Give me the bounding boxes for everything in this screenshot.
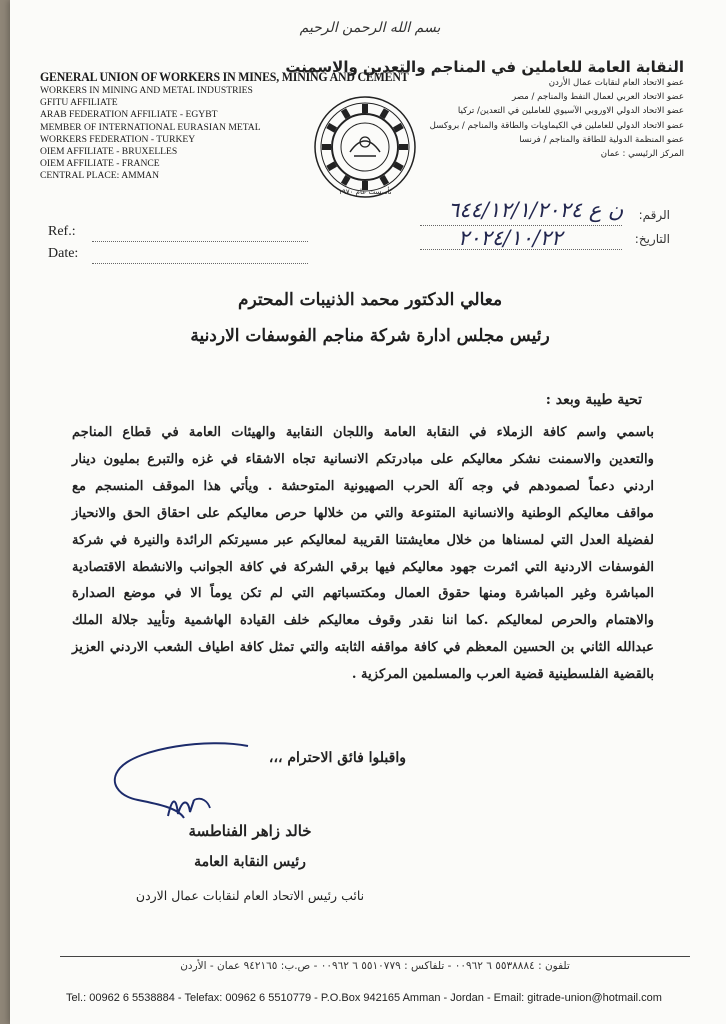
body-line: لفضيلة العدل التي لمسناها من خلال معايشتنا القريبة لمعاليكم عبر مسيرتكم الرائدة والنيرة في شركة [72,532,654,548]
ar-date-label: التاريخ: [634,232,670,246]
letterhead-line-ar: عضو المنظمة الدولية للطاقة والمناجم / فرنسا [519,134,684,145]
footer-contact-ar: تلفون : ٥٥٣٨٨٨٤ ٦ ٠٠٩٦٢ - تلفاكس : ٥٥١٠٧٧٩ ٦ ٠٠٩٦٢ - ص.ب: ٩٤٢١٦٥ عمان - الأردن [180,960,570,972]
basmala-calligraphy: بسم الله الرحمن الرحيم [299,20,441,36]
letterhead-line-en: GFITU AFFILIATE [40,97,118,109]
union-logo-icon [310,92,420,202]
letterhead-line-en: OIEM AFFILIATE - BRUXELLES [40,146,178,158]
union-name-ar: النقابة العامة للعاملين في المناجم والتعدين والاسمنت [285,58,684,76]
english-letterhead [40,70,409,183]
date-field [48,246,308,270]
footer-divider [60,956,690,957]
signatory-secondary-role: نائب رئيس الاتحاد العام لنقابات عمال الاردن [135,888,365,903]
greeting: تحية طيبة وبعد : [545,392,642,408]
body-line: باسمي واسم كافة الزملاء في النقابة العامة واللجان النقابية والهيئات العامة في قطاع المناجم [72,425,654,440]
union-name-en: GENERAL UNION OF WORKERS IN MINES, MINING AND CEMENT [40,70,409,84]
closing-phrase: واقبلوا فائق الاحترام ،،، [268,750,406,766]
letterhead-line-ar: عضو الاتحاد الدولي الاوروبي الآسيوي للعاملين في التعدين/ تركيا [457,106,684,117]
handwritten-date: ٢٠٢٤/١٠/٢٢ [458,226,563,250]
body-line: بالقضية الفلسطينية قضية العرب والمسلمين المركزية . [351,667,654,683]
letterhead-line-ar: المركز الرئيسي : عمان [600,149,684,160]
letterhead-line-en: WORKERS FEDERATION - TURKEY [40,133,196,145]
recipient-title: رئيس مجلس ادارة شركة مناجم الفوسفات الاردنية [190,326,550,346]
footer-contact-en: Tel.: 00962 6 5538884 - Telefax: 00962 6 5510779 - P.O.Box 942165 Amman - Jordan - Email: gitrade-union@hotmail.com [66,992,662,1004]
letterhead-line-en: ARAB FEDERATION AFFILIATE - EGYBT [40,109,218,121]
letterhead-line-ar: عضو الاتحاد الدولي للعاملين في الكيماويات والطاقة والمناجم / بروكسل [429,120,684,131]
ref-label: Ref.: [48,224,76,239]
date-label: Date: [48,246,79,261]
logo-founding-year: تأسست عام ١٩٧٠ [338,188,392,196]
handwritten-ref-number: ن ع ٦٤٤/١٢/١/٢٠٢٤ [448,198,624,222]
body-line: اردني دعماً لصمودهم في وجه آلة الحرب الصهيونية المتوحشة . ويأتي هذا الموقف المنسجم مع [72,478,654,494]
letterhead-line-en: WORKERS IN MINING AND METAL INDUSTRIES [40,85,253,96]
body-line: الفوسفات الاردنية التي اثمرت جهود معاليكم فيها برقي الشركة في كافة الجوانب والانشطة الاقتصادية [72,559,654,575]
ar-ref-label: الرقم: [638,208,670,222]
letterhead-line-ar: عضو الاتحاد العام لنقابات عمال الأردن [548,78,684,88]
body-line: والاهتمام والحرص لمعاليكم .كما اننا نقدر وقوف معاليكم خلف القيادة الهاشمية وتأييد جلالة الملك [72,613,654,629]
letterhead-line-en: MEMBER OF INTERNATIONAL EURASIAN METAL [40,121,261,133]
body-line: عبدالله الثاني بن الحسين المعظم في كافة مواقفه الثابته والتي تمثل كافة اطياف الشعب الاردني العزيز [72,640,654,656]
arabic-letterhead [285,58,684,161]
letterhead-line-en: OIEM AFFILIATE - FRANCE [40,158,160,170]
letterhead-line-en: CENTRAL PLACE: AMMAN [40,170,160,182]
ref-field [48,224,308,248]
signatory-role: رئيس النقابة العامة [194,854,306,870]
letter-body [72,420,654,689]
body-line: والتعدين والاسمنت نشكر معاليكم على مبادرتكم الانسانية تجاه الاشقاء في غزه والتبرع بمليون دينار [72,451,654,467]
body-line: مواقف معاليكم الوطنية والانسانية المتنوعة والتي من خلالها حرص معاليكم على احقاق الحق والانحياز [72,505,654,521]
recipient-name: معالي الدكتور محمد الذنيبات المحترم [237,290,503,310]
signatory-name: خالد زاهر الفناطسة [188,822,312,840]
body-line: المباشرة وغير المباشرة ومنها حقوق العمال ومكتسباتهم التي لم تكن يوماً الا في موضع الصدارة [72,586,654,602]
letter-page [10,0,726,1024]
letterhead-line-ar: عضو الاتحاد العربي لعمال النفط والمناجم / مصر [511,92,684,103]
